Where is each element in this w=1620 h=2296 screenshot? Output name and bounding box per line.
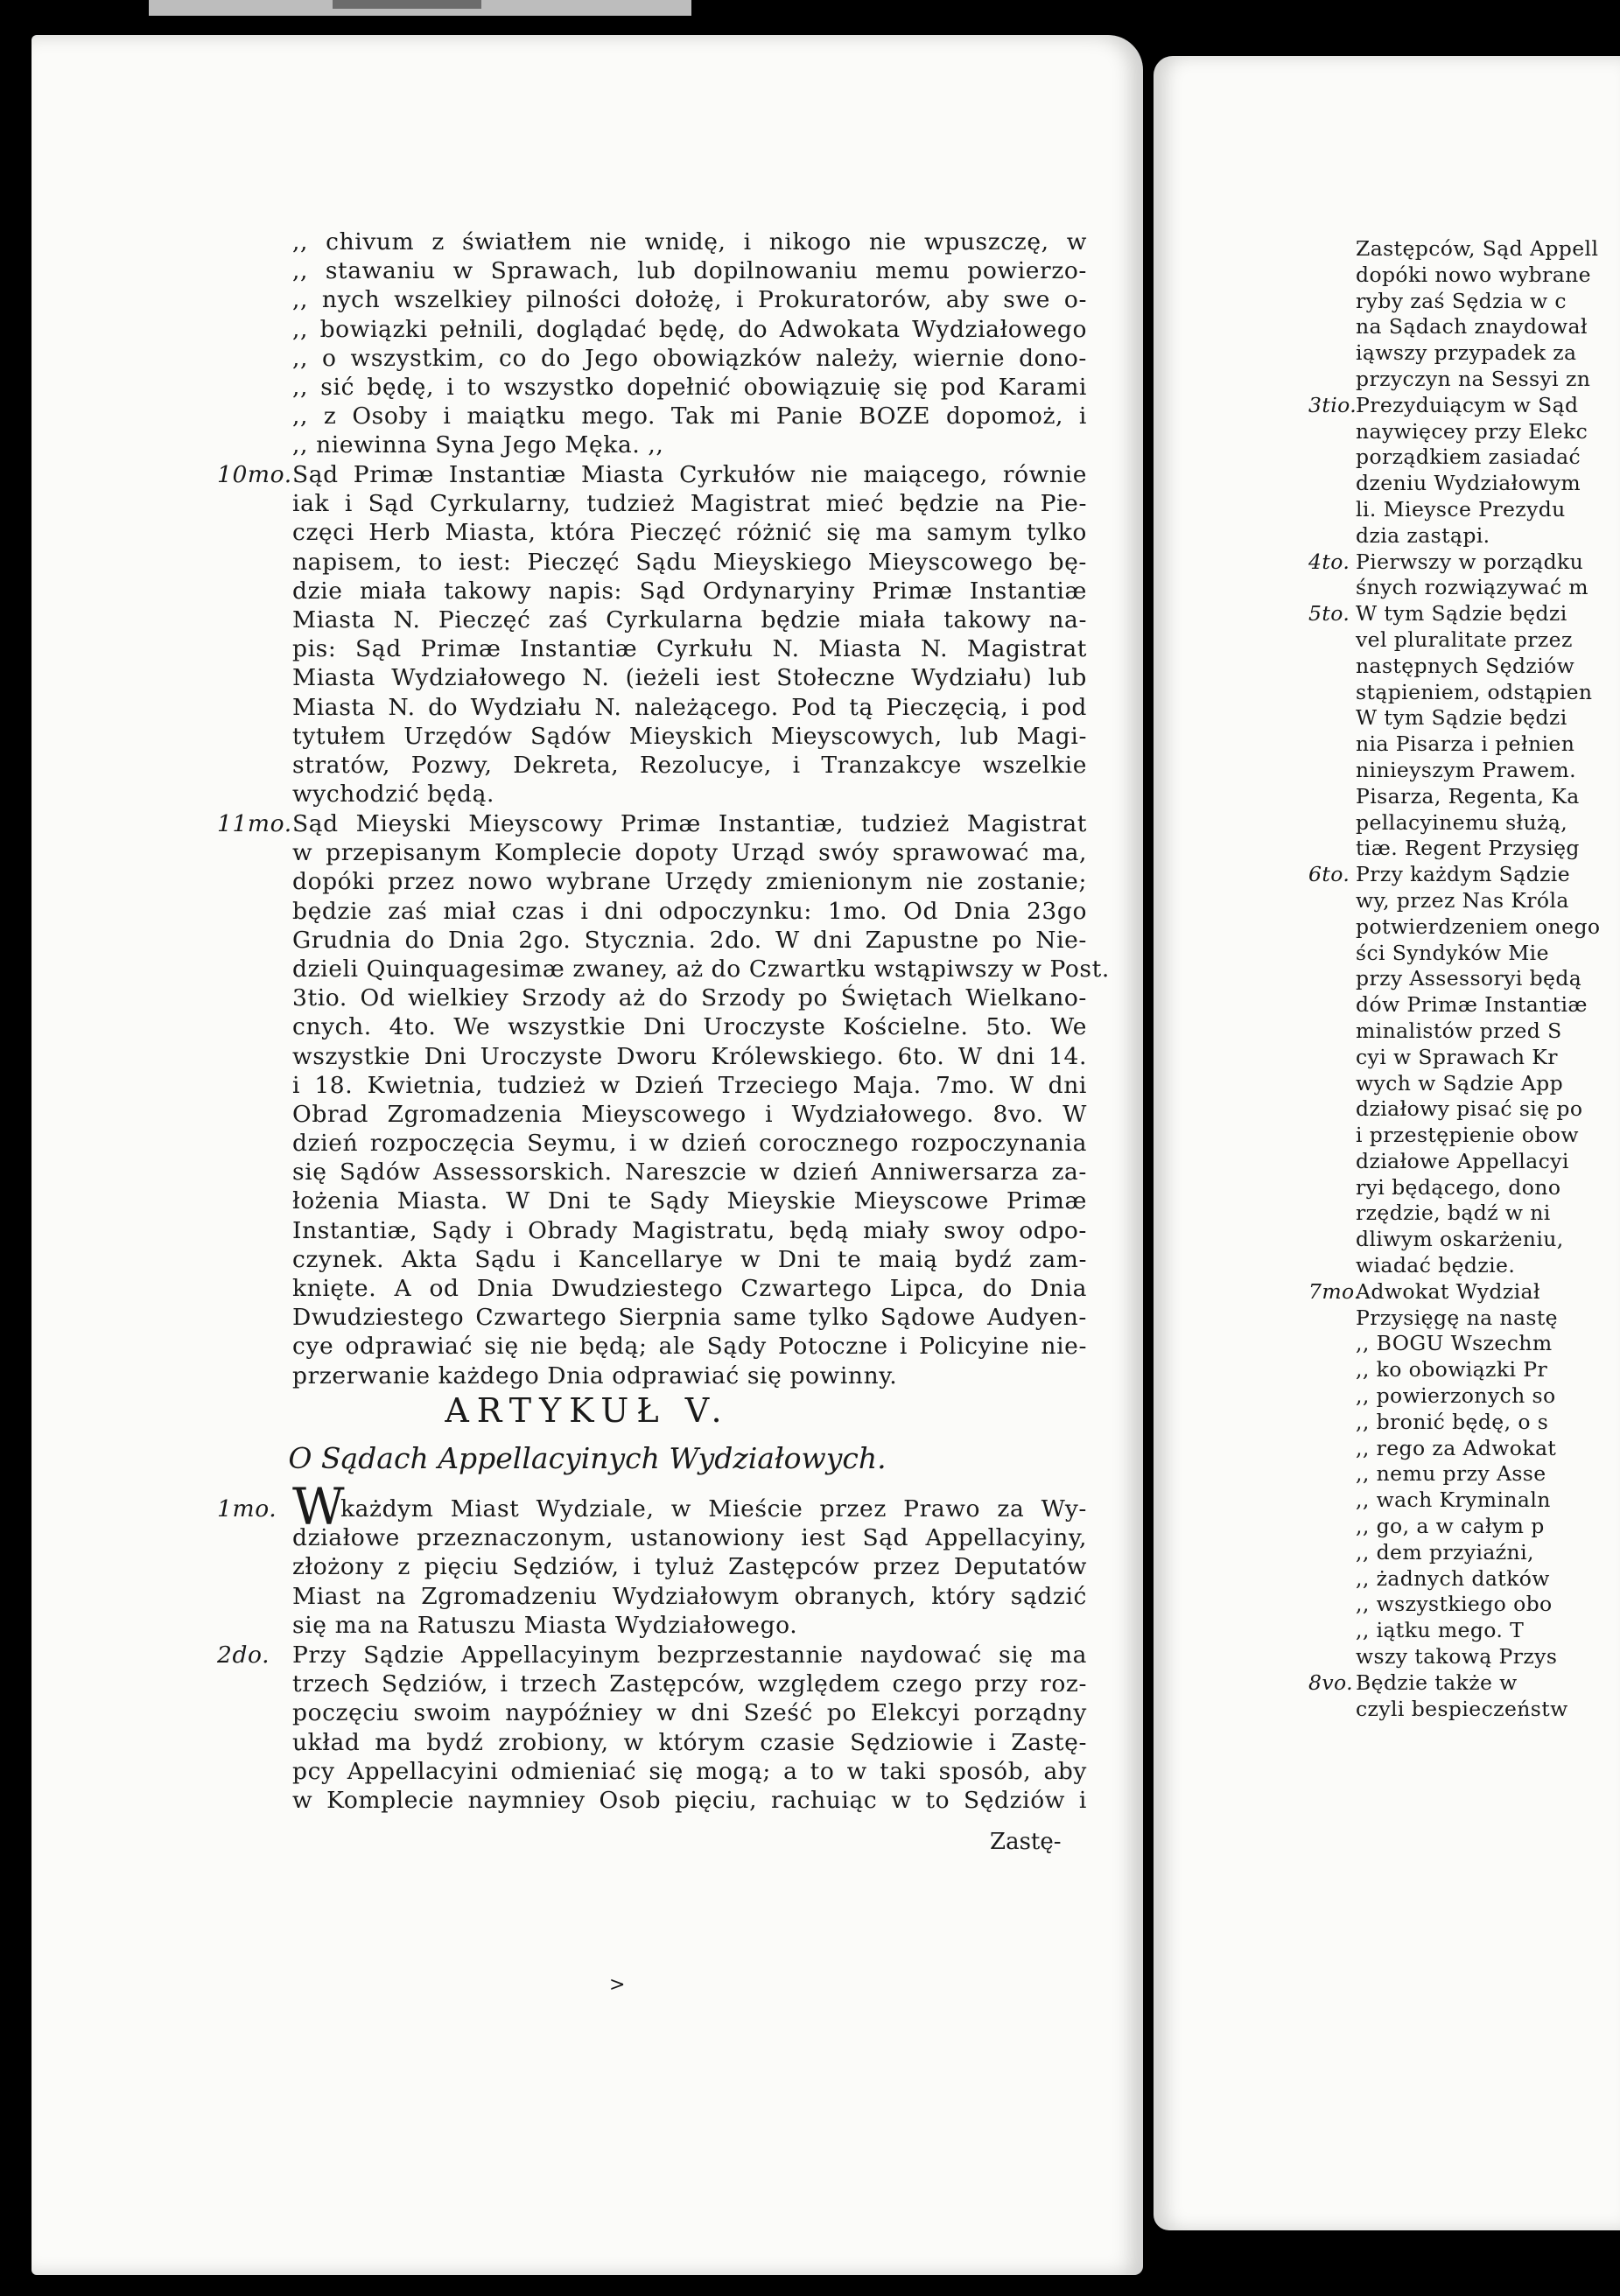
text-line: wszystkie Dni Uroczyste Dworu Królewskiego. 6to. W dni 14. xyxy=(292,1042,1087,1070)
right-text: działowe Appellacyi xyxy=(1356,1148,1569,1173)
right-text: rzędzie, bądź w ni xyxy=(1356,1200,1551,1226)
right-text: na Sądach znaydował xyxy=(1356,314,1588,340)
right-text: vel pluralitate przez xyxy=(1356,626,1573,652)
right-text-line xyxy=(1356,419,1600,445)
right-text-line xyxy=(1356,575,1600,601)
oath-line: ,, z Osoby i maiątku mego. Tak mi Panie BOZE dopomoż, i xyxy=(292,402,1087,430)
right-text: minalistów przed S xyxy=(1356,1018,1562,1043)
right-text-line xyxy=(1356,992,1600,1018)
right-text: dopóki nowo wybrane xyxy=(1356,262,1591,287)
right-text: następnych Sędziów xyxy=(1356,653,1575,678)
oath-line: ,, nych wszelkiey pilności dołożę, i Prokuratorów, aby swe o- xyxy=(292,286,1087,314)
text-line: Miast na Zgromadzeniu Wydziałowym obranych, który sądzić xyxy=(292,1582,1087,1610)
left-page xyxy=(32,35,1143,2275)
text-line: działowe przeznaczonym, ustanowiony iest Sąd Appellacyiny, xyxy=(292,1524,1087,1552)
right-text: wiadać będzie. xyxy=(1356,1253,1516,1278)
right-text: Adwokat Wydział xyxy=(1356,1278,1540,1304)
article-heading: ARTYKUŁ V. xyxy=(445,1391,730,1430)
right-text: potwierdzeniem onego xyxy=(1356,914,1601,939)
paragraph-number: 1mo. xyxy=(217,1495,277,1522)
right-text: Zastępców, Sąd Appell xyxy=(1356,236,1599,261)
text-line: Miasta N. Pieczęć zaś Cyrkularna będzie miała takowy na- xyxy=(292,606,1087,634)
right-text: ,, powierzonych so xyxy=(1356,1383,1556,1409)
right-text-line xyxy=(1356,1697,1600,1723)
right-text: przy Assessoryi będą xyxy=(1356,966,1582,991)
right-text-line xyxy=(1356,1253,1600,1279)
right-text: W tym Sądzie będzi xyxy=(1356,601,1567,626)
text-line: knięte. A od Dnia Dwudziestego Czwartego Lipca, do Dnia xyxy=(292,1275,1087,1302)
right-text-line xyxy=(1356,444,1600,471)
text-line: w Komplecie naymniey Osob pięciu, rachuiąc w to Sędziów i xyxy=(292,1786,1087,1814)
text-line: Instantiæ, Sądy i Obrady Magistratu, będą miały swoy odpo- xyxy=(292,1216,1087,1244)
text-line: w przepisanym Komplecie dopoty Urząd swóy sprawować ma, xyxy=(292,839,1087,867)
catchword: Zastę- xyxy=(990,1829,1062,1855)
right-text-line xyxy=(1356,627,1600,654)
right-text: ,, bronić będę, o s xyxy=(1356,1409,1549,1434)
drop-cap: W xyxy=(292,1477,346,1536)
right-text: Prezyduiącym w Sąd xyxy=(1356,392,1579,417)
right-text-line xyxy=(1356,340,1600,367)
text-line: będzie zaś miał czas i dni odpoczynku: 1mo. Od Dnia 23go xyxy=(292,897,1087,925)
text-line: iak i Sąd Cyrkularny, tudzież Magistrat mieć będzie na Pie- xyxy=(292,490,1087,518)
right-text-line xyxy=(1356,1514,1600,1540)
right-text-line xyxy=(1308,1670,1600,1697)
text-line: pis: Sąd Primæ Instantiæ Cyrkułu N. Miasta N. Magistrat xyxy=(292,635,1087,663)
right-text-line xyxy=(1356,236,1600,262)
right-text-line xyxy=(1356,262,1600,289)
right-text: ści Syndyków Mie xyxy=(1356,940,1549,965)
paragraph-number: 8vo. xyxy=(1308,1670,1354,1695)
oath-line: ,, bowiązki pełnili, doglądać będę, do Adwokata Wydziałowego xyxy=(292,315,1087,343)
paragraph-11 xyxy=(217,809,1110,1390)
oath-line: ,, chivum z światłem nie wnidę, i nikogo nie wpuszczę, w xyxy=(292,228,1087,256)
text-line: poczęciu swoim naypóźniey w dni Sześć po Elekcyi porządny xyxy=(292,1699,1087,1727)
right-text-line xyxy=(1356,367,1600,393)
right-text: śnych rozwiązywać m xyxy=(1356,575,1588,600)
right-text: Będzie także w xyxy=(1356,1670,1518,1695)
right-text: W tym Sądzie będzi xyxy=(1356,705,1567,731)
right-text-line xyxy=(1308,601,1600,627)
right-text-line xyxy=(1308,392,1600,419)
right-text: iąwszy przypadek za xyxy=(1356,340,1577,366)
right-text-line xyxy=(1356,497,1600,523)
text-line: dzień rozpoczęcia Seymu, i w dzień corocznego rozpoczynania xyxy=(292,1130,1087,1158)
text-line: Miasta N. do Wydziału N. należącego. Pod tą Pieczęcią, i pod xyxy=(292,693,1087,721)
text-line: przerwanie każdego Dnia odprawiać się powinny. xyxy=(292,1362,898,1390)
text-line: cnych. 4to. We wszystkie Dni Uroczyste Kościelne. 5to. We xyxy=(292,1013,1087,1041)
right-text: działowy pisać się po xyxy=(1356,1096,1583,1122)
article-subheading: O Sądach Appellacyinych Wydziałowych. xyxy=(288,1441,887,1475)
right-text-line xyxy=(1356,784,1600,810)
right-text: stąpieniem, odstąpien xyxy=(1356,679,1593,704)
article-paragraph-1 xyxy=(217,1477,1087,1640)
right-text-line xyxy=(1356,471,1600,497)
right-text: dzeniu Wydziałowym xyxy=(1356,471,1581,496)
right-text-line xyxy=(1356,810,1600,836)
text-line: układ ma bydź zrobiony, w którym czasie Sędziowie i Zastę- xyxy=(292,1728,1087,1756)
right-text-line xyxy=(1308,862,1600,888)
text-line: czynek. Akta Sądu i Kancellarye w Dni te maią bydź zam- xyxy=(292,1245,1087,1273)
right-text: dzia zastąpi. xyxy=(1356,522,1490,548)
right-text: ,, go, a w całym p xyxy=(1356,1514,1545,1539)
text-line: napisem, to iest: Pieczęć Sądu Mieyskiego Mieyscowego bę- xyxy=(292,548,1087,576)
right-text: ,, ko obowiązki Pr xyxy=(1356,1357,1548,1382)
right-text: li. Mieysce Prezydu xyxy=(1356,496,1566,522)
right-text-line xyxy=(1356,1149,1600,1175)
text-line: łożenia Miasta. W Dni te Sądy Mieyskie Mieyscowe Primæ xyxy=(292,1187,1087,1215)
text-line: się Sądów Assessorskich. Nareszcie w dzień Anniwersarza za- xyxy=(292,1158,1087,1186)
paragraph-10 xyxy=(217,460,1087,808)
text-line: trzech Sędziów, i trzech Zastępców, względem czego przy roz- xyxy=(292,1670,1087,1698)
text-line: stratów, Pozwy, Dekreta, Rezolucye, i Tranzakcye wszelkie xyxy=(292,751,1087,779)
right-text-line xyxy=(1356,1461,1600,1488)
oath-line: ,, o wszystkim, co do Jego obowiązków należy, wiernie dono- xyxy=(292,344,1087,372)
right-text: Pierwszy w porządku xyxy=(1356,549,1584,574)
right-text-line xyxy=(1356,1383,1600,1410)
right-text: wy, przez Nas Króla xyxy=(1356,887,1569,913)
text-line: Sąd Mieyski Mieyscowy Primæ Instantiæ, tudzież Magistrat xyxy=(292,810,1087,837)
right-text-line xyxy=(1356,836,1600,862)
right-text: porządkiem zasiadać xyxy=(1356,444,1581,470)
right-text-line xyxy=(1356,1566,1600,1592)
right-text-line xyxy=(1356,941,1600,967)
paragraph-number: 6to. xyxy=(1308,862,1350,887)
paragraph-number: 4to. xyxy=(1308,549,1350,574)
right-text: ,, żadnych datków xyxy=(1356,1565,1550,1591)
right-text-line xyxy=(1356,523,1600,550)
right-text-line xyxy=(1356,1618,1600,1644)
right-text-line xyxy=(1356,1018,1600,1045)
right-text-line xyxy=(1356,314,1600,340)
right-text-line xyxy=(1356,732,1600,758)
right-text-line xyxy=(1356,289,1600,315)
right-text: ryi będącego, dono xyxy=(1356,1174,1561,1200)
text-line: Dwudziestego Czwartego Sierpnia same tylko Sądowe Audyen- xyxy=(292,1304,1087,1332)
right-text: ,, dem przyiaźni, xyxy=(1356,1539,1534,1564)
right-text: cyi w Sprawach Kr xyxy=(1356,1044,1558,1069)
right-text: ryby zaś Sędzia w c xyxy=(1356,288,1567,313)
paragraph-number: 10mo. xyxy=(217,461,292,488)
right-text: wych w Sądzie App xyxy=(1356,1070,1564,1096)
right-page-text xyxy=(1308,236,1601,1722)
text-line: Przy Sądzie Appellacyinym bezprzestannie naydować się ma xyxy=(292,1642,1087,1669)
right-text: ninieyszym Prawem. xyxy=(1356,757,1576,782)
right-text-line xyxy=(1356,966,1600,992)
right-text: ,, wszystkiego obo xyxy=(1356,1592,1553,1617)
right-text: dliwym oskarżeniu, xyxy=(1356,1227,1564,1252)
right-text-line xyxy=(1356,1096,1600,1123)
right-text-line xyxy=(1356,705,1600,732)
text-line: Miasta Wydziałowego N. (ieżeli iest Stołeczne Wydziału) lub xyxy=(292,664,1087,692)
oath-block xyxy=(292,228,1087,460)
text-line: Grudnia do Dnia 2go. Stycznia. 2do. W dni Zapustne po Nie- xyxy=(292,926,1087,954)
text-line: tytułem Urzędów Sądów Mieyskich Mieyscowych, lub Magi- xyxy=(292,722,1087,750)
right-text: tiæ. Regent Przysięg xyxy=(1356,836,1580,861)
right-text: i przestępienie obow xyxy=(1356,1123,1579,1148)
right-text: naywięcey przy Elekc xyxy=(1356,418,1588,444)
right-text-line xyxy=(1356,1200,1600,1227)
text-line: cye odprawiać się nie będą; ale Sądy Potoczne i Policyine nie- xyxy=(292,1333,1087,1361)
article-paragraph-2 xyxy=(217,1641,1087,1815)
right-text: Pisarza, Regenta, Ka xyxy=(1356,783,1580,808)
right-text: ,, nemu przy Asse xyxy=(1356,1461,1546,1487)
right-text-line xyxy=(1356,914,1600,941)
right-text: ,, wach Kryminaln xyxy=(1356,1488,1551,1513)
text-line: Sąd Primæ Instantiæ Miasta Cyrkułów nie maiącego, równie xyxy=(292,461,1087,488)
text-line: Obrad Zgromadzenia Mieyscowego i Wydziałowego. 8vo. W xyxy=(292,1100,1087,1128)
right-text-line xyxy=(1356,1357,1600,1383)
right-text-line xyxy=(1356,1488,1600,1514)
right-text-line xyxy=(1356,1644,1600,1670)
right-text: ,, BOGU Wszechm xyxy=(1356,1331,1553,1356)
right-text-line xyxy=(1356,654,1600,680)
right-text-line xyxy=(1356,1592,1600,1618)
oath-line: ,, stawaniu w Sprawach, lub dopilnowaniu memu powierzo- xyxy=(292,257,1087,285)
scan-edge-top-dark xyxy=(333,0,481,9)
right-text-line xyxy=(1356,1123,1600,1149)
right-text: wszy takową Przys xyxy=(1356,1644,1558,1670)
text-line: złożony z pięciu Sędziów, i tyluż Zastępców przez Deputatów xyxy=(292,1553,1087,1581)
paragraph-number: 11mo. xyxy=(217,810,292,837)
right-text: nia Pisarza i pełnien xyxy=(1356,732,1575,757)
text-line: pcy Appellacyini odmieniać się mogą; a to w taki sposób, aby xyxy=(292,1757,1087,1785)
paragraph-number: 7mo. xyxy=(1308,1278,1362,1304)
text-line: dzieli Quinquagesimæ zwaney, aż do Czwartku wstąpiwszy w Post. xyxy=(292,955,1110,983)
right-text: Przy każdym Sądzie xyxy=(1356,862,1571,887)
text-line: wychodzić będą. xyxy=(292,780,495,808)
paragraph-number: 5to. xyxy=(1308,601,1350,626)
text-line: się ma na Ratuszu Miasta Wydziałowego. xyxy=(292,1611,798,1639)
stray-mark: > xyxy=(609,1974,626,1996)
right-text-line xyxy=(1356,888,1600,914)
text-line: dopóki przez nowo wybrane Urzędy zmienionym nie zostanie; xyxy=(292,868,1087,896)
right-text: Przysięgę na nastę xyxy=(1356,1305,1558,1330)
right-text-line xyxy=(1356,1436,1600,1462)
text-line: i 18. Kwietnia, tudzież w Dzień Trzeciego Maja. 7mo. W dni xyxy=(292,1071,1087,1099)
paragraph-number: 3tio. xyxy=(1308,392,1357,417)
right-text-line xyxy=(1356,758,1600,784)
right-text-line xyxy=(1356,1410,1600,1436)
right-text-line xyxy=(1356,1227,1600,1253)
oath-line: ,, sić będę, i to wszystko dopełnić obowiązuię się pod Karami xyxy=(292,373,1087,401)
right-text-line xyxy=(1356,1071,1600,1097)
right-text: pellacyinemu służą, xyxy=(1356,809,1568,835)
oath-line: ,, niewinna Syna Jego Męka. ,, xyxy=(292,431,664,459)
right-text-line xyxy=(1356,680,1600,706)
paragraph-number: 2do. xyxy=(217,1642,270,1669)
text-line: częci Herb Miasta, która Pieczęć różnić się ma samym tylko xyxy=(292,519,1087,547)
right-text-line xyxy=(1356,1331,1600,1357)
right-text-line xyxy=(1356,1540,1600,1566)
text-line: 3tio. Od wielkiey Srzody aż do Srzody po Świętach Wielkano- xyxy=(292,984,1087,1012)
right-text-line xyxy=(1308,549,1600,576)
right-text: dów Primæ Instantiæ xyxy=(1356,992,1588,1018)
right-text-line xyxy=(1308,1278,1600,1306)
text-line: dzie miała takowy napis: Sąd Ordynaryiny Primæ Instantiæ xyxy=(292,577,1087,605)
text-line: W każdym Miast Wydziale, w Mieście przez Prawo za Wy- xyxy=(292,1477,1087,1536)
right-text: czyli bespieczeństw xyxy=(1356,1696,1568,1721)
right-text: ,, rego za Adwokat xyxy=(1356,1435,1557,1460)
right-text: przyczyn na Sessyi zn xyxy=(1356,366,1591,391)
right-text-line xyxy=(1356,1045,1600,1071)
right-text: ,, iątku mego. T xyxy=(1356,1618,1525,1643)
right-text-line xyxy=(1356,1306,1600,1332)
right-text-line xyxy=(1356,1175,1600,1201)
